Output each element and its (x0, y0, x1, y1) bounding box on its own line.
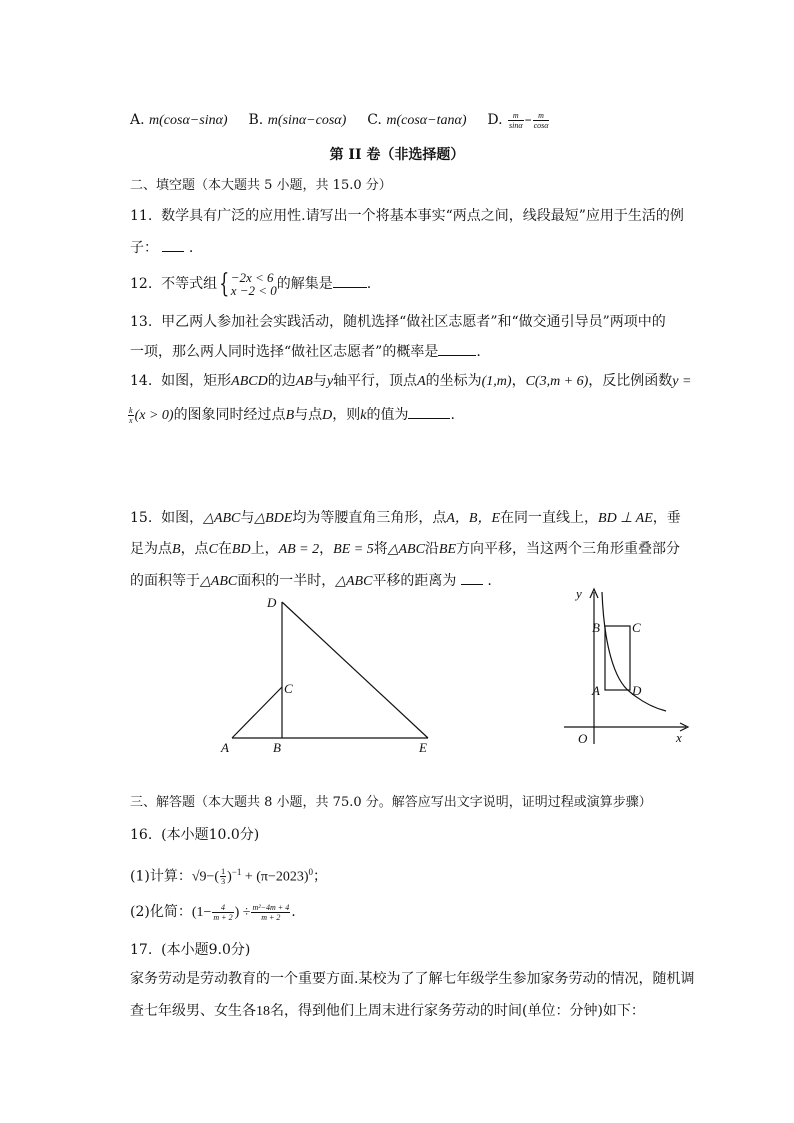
q16-header: 16. (本小题10.0分) (130, 827, 260, 843)
answer-blank[interactable] (461, 570, 483, 585)
q11-line1: 11. 数学具有广泛的应用性.请写出一个将基本事实“两点之间，线段最短”应用于生活的例 (130, 208, 684, 224)
answer-blank[interactable] (333, 273, 367, 288)
q11-line2: 子： . (130, 237, 193, 258)
section3-heading: 三、解答题（本大题共 8 小题，共 75.0 分。解答应写出文字说明，证明过程或演算步骤） (130, 795, 652, 810)
q13-line1: 13. 甲乙两人参加社会实践活动，随机选择“做社区志愿者”和“做交通引导员”两项中的 (130, 314, 666, 330)
q17-number: 17. (130, 942, 153, 958)
q14-line2: $\frac{k}{x}$ (x > 0)的图象同时经过点B与点D，则k的值为 . (129, 405, 455, 425)
label-e: E (419, 740, 427, 755)
section2-title: 第 II 卷（非选择题） (329, 147, 465, 163)
segment-ac (232, 687, 282, 738)
label-c: C (632, 620, 641, 635)
option-b-label: B. (248, 112, 264, 128)
option-a-label: A. (130, 112, 145, 128)
label-y: y (576, 586, 582, 601)
label-x: x (676, 730, 682, 745)
q15-number: 15. (130, 510, 153, 526)
q12-line: 12. 不等式组{ −2x < 6 x −2 < 0 的解集是 . (130, 269, 372, 299)
answer-blank[interactable] (408, 404, 450, 419)
label-c: C (284, 681, 293, 696)
q10-options: A. m(cosα−sinα) B. m(sinα−cosα) C. m(cosα−tanα) D. $\frac{m}{\sin\alpha}$ – $\frac{m}{\cos\alpha}$ (130, 110, 549, 130)
q16-part2: (2)化简：(1− $\frac{4}{m + 2}$ ) ÷ $\frac{\text{m²−4m + 4}}{m + 2}$ . (130, 902, 296, 922)
label-o: O (578, 731, 588, 746)
q17-line2: 查七年级男、女生各18名，得到他们上周末进行家务劳动的时间(单位：分钟)如下： (130, 1003, 645, 1019)
q11-number: 11. (130, 208, 153, 224)
label-b: B (592, 620, 600, 635)
coordinate-graph-figure (562, 584, 697, 749)
inequality-system: −2x < 6 x −2 < 0 (230, 270, 277, 298)
section2-heading: 二、填空题（本大题共 5 小题，共 15.0 分） (130, 178, 392, 193)
triangle-figure (215, 592, 445, 757)
q15-line1: 15. 如图，△ABC与△BDE均为等腰直角三角形，点A，B，E在同一直线上，BD ⊥ AE，垂 (130, 510, 681, 526)
q17-header: 17. (本小题9.0分) (130, 942, 251, 958)
answer-blank[interactable] (162, 237, 184, 252)
option-d-frac1: $\frac{m}{\sin\alpha}$ (509, 110, 523, 130)
answer-blank[interactable] (438, 341, 476, 356)
k-over-x-fraction: $\frac{k}{x}$ (129, 405, 133, 425)
option-b-expr: m(sinα−cosα) (267, 113, 347, 128)
q14-number: 14. (130, 373, 153, 389)
quadratic-over-fraction: $\frac{\text{m²−4m + 4}}{m + 2}$ (252, 902, 290, 922)
option-a-expr: m(cosα−sinα) (149, 113, 228, 128)
option-c-expr: m(cosα−tanα) (386, 113, 467, 128)
option-d-frac2: $\frac{m}{\cos\alpha}$ (533, 110, 549, 130)
label-a: A (221, 740, 229, 755)
label-a: A (592, 683, 600, 698)
segment-de (282, 602, 428, 738)
q13-line2: 一项，那么两人同时选择“做社区志愿者”的概率是 . (130, 341, 481, 362)
q14-line1: 14. 如图，矩形ABCD的边AB与y轴平行，顶点A的坐标为(1,m)，C(3,m + 6)，反比例函数y = (130, 373, 692, 389)
q12-number: 12. (130, 276, 153, 292)
q15-line2: 足为点B，点C在BD上，AB = 2，BE = 5将△ABC沿BE方向平移，当这两个三角形重叠部分 (130, 541, 681, 557)
option-c-label: C. (367, 112, 382, 128)
label-d: D (632, 683, 642, 698)
q15-line3: 的面积等于△ABC面积的一半时，△ABC平移的距离为 . (130, 570, 492, 592)
label-b: B (273, 740, 281, 755)
option-d-label: D. (487, 112, 503, 128)
one-third-fraction: $\frac{1}{3}$ (221, 867, 226, 887)
q17-line1: 家务劳动是劳动教育的一个重要方面.某校为了了解七年级学生参加家务劳动的情况，随机调 (130, 971, 695, 987)
four-over-fraction: $\frac{4}{m + 2}$ (213, 902, 233, 922)
q13-number: 13. (130, 314, 153, 330)
q16-number: 16. (130, 827, 153, 843)
left-brace-icon: { (219, 269, 230, 299)
label-d: D (267, 595, 277, 610)
q16-part1: (1)计算：√9−( $\frac{1}{3}$ )$^{-1} + (\pi-2023)^0$； (130, 867, 328, 887)
rectangle-abcd (605, 626, 630, 690)
